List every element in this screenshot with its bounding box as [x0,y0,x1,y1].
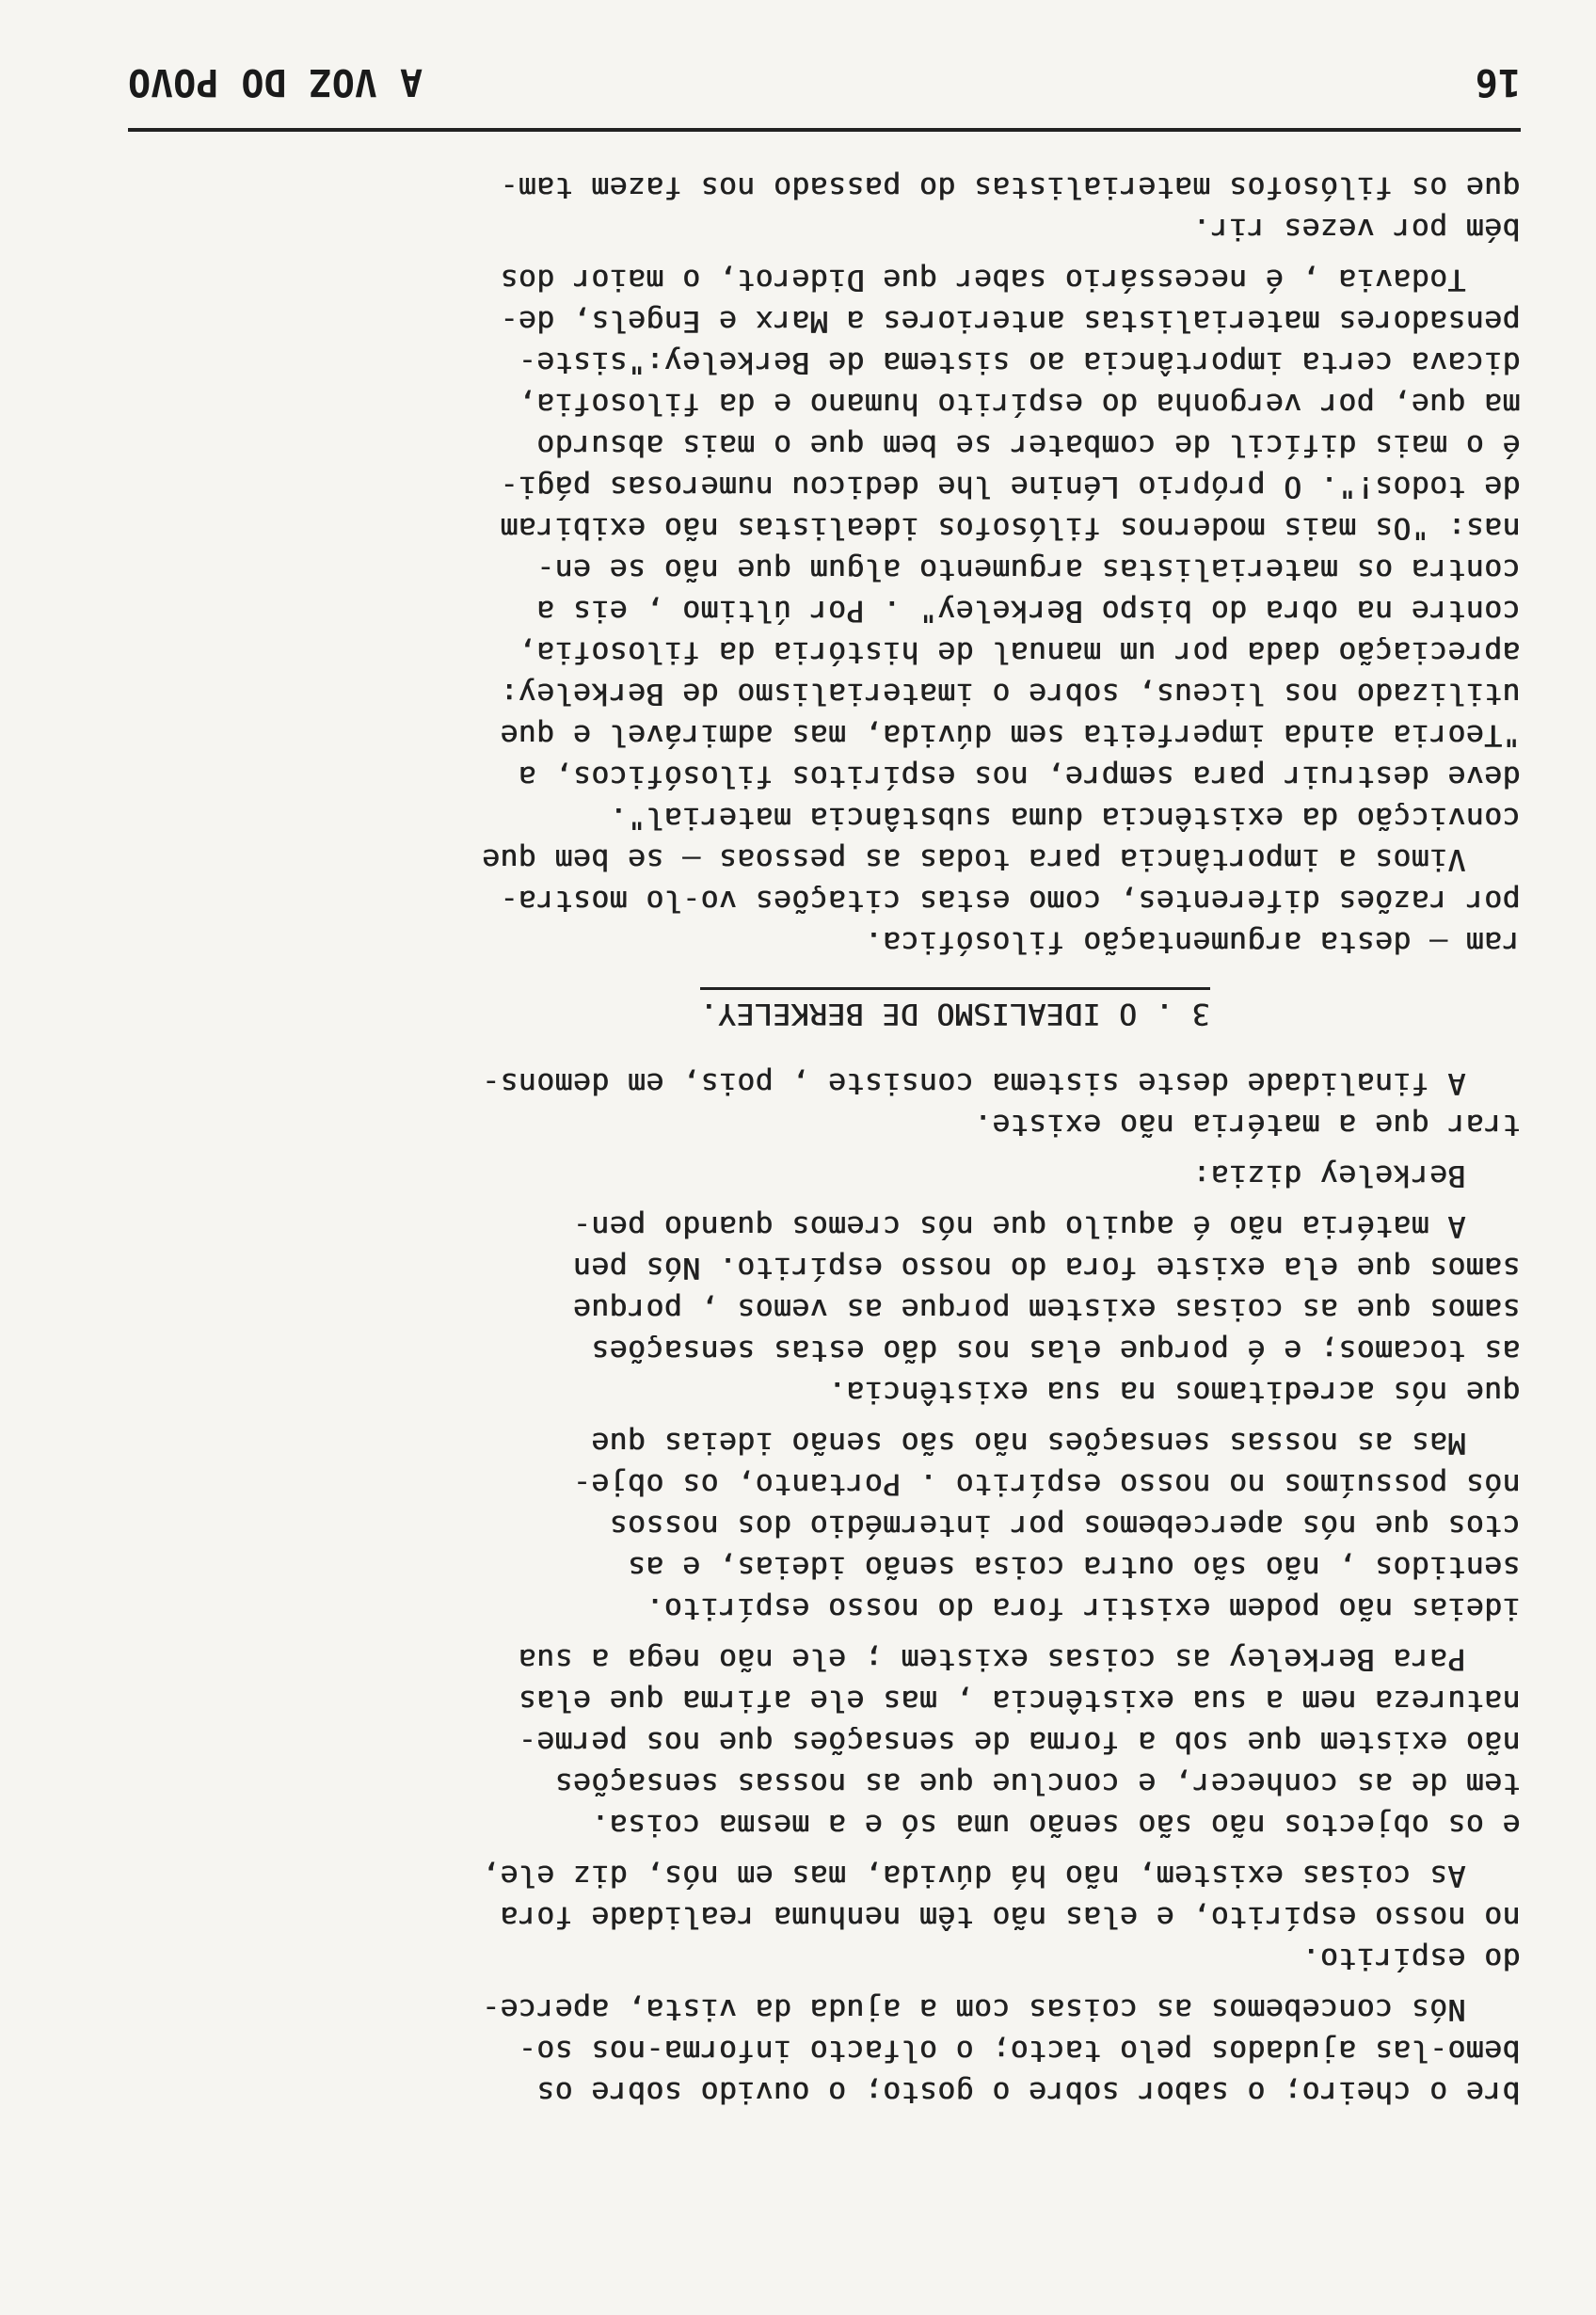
text-line: tem de as conhecer, e conclue que as nossas sensações [554,1766,1521,1800]
text-line: trar que a matéria não existe. [974,1108,1521,1142]
text-line: sentidos , não são outra coisa senão ideias, e as [628,1550,1521,1584]
page-header [128,47,1521,104]
text-line: Todavia , é necessário saber que Diderot, o maior dos [500,263,1521,296]
text-line: as tocamos; e é porque elas nos dão estas sensações [591,1333,1521,1367]
text-line: ideias não podem existir fora do nosso espírito. [646,1591,1521,1625]
text-line: "Teoria ainda imperfeita sem dúvida, mas admirável e que [500,718,1521,752]
text-line: nós possuímos no nosso espírito . Portanto, os obje- [573,1467,1521,1501]
text-line: contre na obra do bispo Berkeley" . Por último , eis a [536,594,1521,628]
text-line: dicava certa importância ao sistema de Berkeley:"siste- [518,345,1521,379]
text-line: natureza nem a sua existência , mas ele afirma que elas [518,1684,1521,1717]
text-line: por razões diferentes, como estas citações vo-lo mostra- [500,884,1521,918]
text-line: e os objectos não são senão uma só e a mesma coisa. [591,1808,1521,1842]
text-line: que os filósofos materialistas do passado nos fazem tam- [500,170,1521,204]
text-line: é o mais difícil de combater se bem que o mais absurdo [536,428,1521,462]
text-line: Berkeley dizia: [1192,1158,1521,1192]
text-line: não existem que sob a forma de sensações que nos perme- [518,1725,1521,1759]
text-line: do espírito. [1301,1941,1521,1975]
running-title: A VOZ DO POVO [128,60,423,104]
text-line: no nosso espírito, e elas não têm nenhuma realidade fora [500,1900,1521,1934]
text-line: ctos que nós apercebemos por intermédio dos nossos [609,1509,1521,1542]
text-line: contra os materialistas argumento algum que não se en- [536,552,1521,586]
text-line: Para Berkeley as coisas existem ; ele não nega a sua [518,1642,1521,1676]
text-line: ram — desta argumentação filosófica. [864,925,1521,959]
text-line: nas: "Os mais modernos filósofos idealistas não exibiram [500,511,1521,545]
text-line: utilizado nos liceus, sobre o imaterialismo de Berkeley: [500,677,1521,710]
page-number: 16 [1475,60,1521,104]
text-line: Vimos a importância para todas as pessoas — se bem que [482,842,1521,876]
text-line: As coisas existem, não há dúvida, mas em nós, diz ele, [482,1859,1521,1892]
section-heading: 3 . O IDEALISMO DE BERKELEY. [700,987,1210,1033]
text-line: Nós concebemos as coisas com a ajuda da vista, aperce- [482,1992,1521,2026]
text-line: bemo-las ajudados pelo tacto; o olfacto informa-nos so- [518,2034,1521,2068]
text-line: de todos!". O próprio Lénine lhe dedicou numerosas pági- [500,470,1521,503]
text-line: apreciação dada por um manual de história da filosofia, [518,635,1521,669]
text-line: samos que as coisas existem porque as vemos , porque [573,1292,1521,1326]
text-line: bém por vezes rir. [1192,212,1521,246]
text-line: A finalidade deste sistema consiste , pois, em demons- [482,1066,1521,1100]
text-line: deve destruir para sempre, nos espíritos filosóficos, a [518,759,1521,793]
header-rule [128,128,1521,132]
text-line: Mas as nossas sensações não são senão ideias que [591,1426,1521,1460]
text-line: ma que, por vergonha do espírito humano e da filosofia, [518,387,1521,421]
text-line: bre o cheiro; o sabor sobre o gosto; o ouvido sobre os [536,2075,1521,2109]
text-line: convicção da existência duma substância material". [609,801,1521,835]
text-line: A matéria não é aquilo que nós cremos quando pen- [573,1209,1521,1243]
text-line: pensadores materialistas anteriores a Marx e Engels, de- [500,304,1521,338]
text-line: que nós acreditamos na sua existência. [828,1375,1521,1409]
text-line: samos que ela existe fora do nosso espírito. Nós pen [573,1251,1521,1285]
